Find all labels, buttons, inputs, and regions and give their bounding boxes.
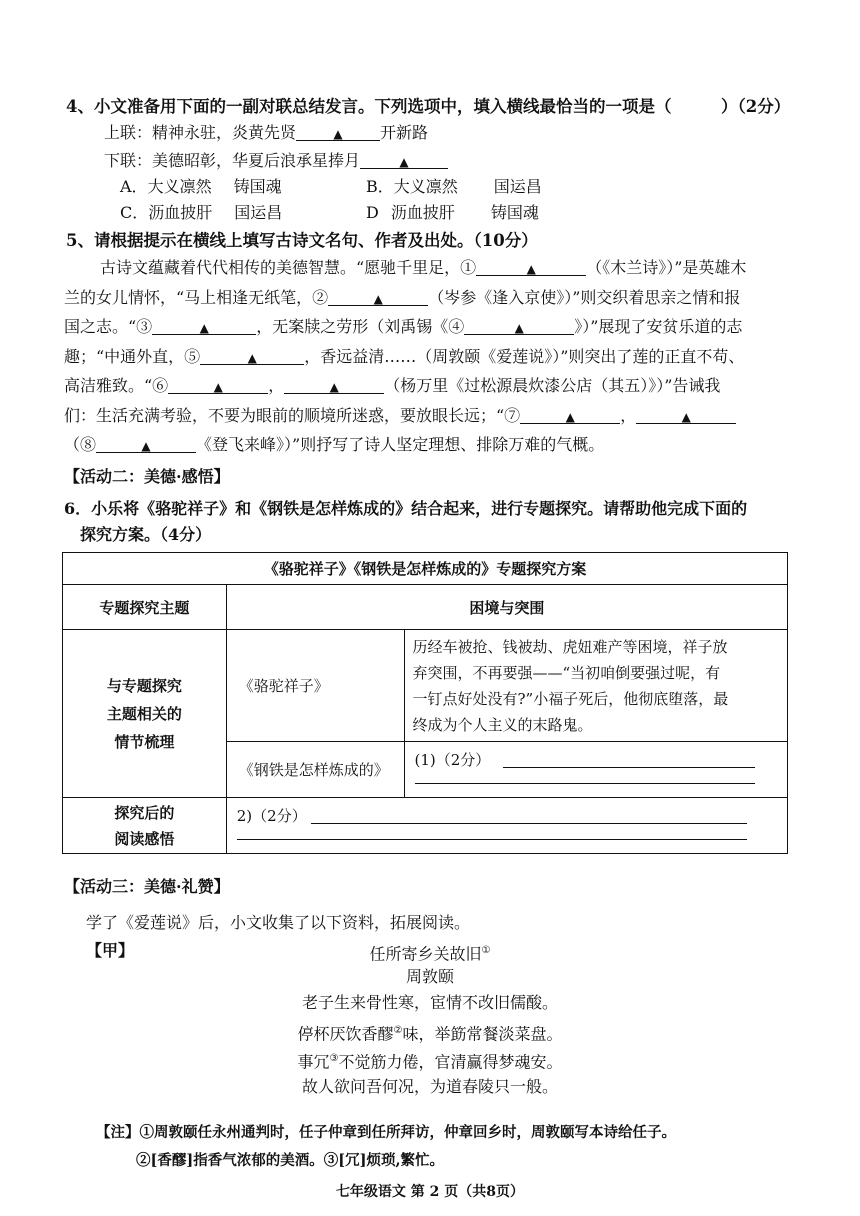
couplet-upper-text-a: 精神永驻，炎黄先贤 bbox=[152, 123, 297, 142]
option-text-b: 国运昌 bbox=[493, 177, 542, 196]
book1-summary bbox=[404, 630, 787, 742]
q5-text: 兰的女儿情怀，“马上相逢无纸笔，② bbox=[64, 288, 329, 307]
q5-text: 国之志。“③ bbox=[64, 317, 153, 336]
q5-line-7 bbox=[64, 434, 604, 456]
q5-line-6 bbox=[64, 405, 736, 427]
blank-mark: ▲ bbox=[565, 410, 575, 424]
blank-mark: ▲ bbox=[213, 380, 223, 394]
poem-line-1: 老子生来骨性寒，宦情不改旧儒酸。 bbox=[301, 993, 558, 1012]
q5-text: （⑧ bbox=[64, 435, 97, 454]
blank-mark: ▲ bbox=[329, 380, 339, 394]
option-label: A． bbox=[120, 177, 148, 196]
blank-7a[interactable] bbox=[520, 405, 620, 424]
poem-line-4: 故人欲问吾何况，为道春陵只一般。 bbox=[301, 1077, 558, 1096]
blank-8[interactable] bbox=[96, 434, 196, 453]
q5-line-4 bbox=[64, 346, 744, 368]
section-jia-label: 【甲】 bbox=[86, 941, 135, 960]
insight-label bbox=[63, 798, 227, 854]
theme-label: 专题探究主题 bbox=[63, 585, 227, 630]
q5-text: 《登飞来峰》）”则抒写了诗人坚定理想、排除万难的气概。 bbox=[196, 435, 605, 454]
book2-answer[interactable] bbox=[404, 742, 787, 798]
couplet-upper bbox=[104, 122, 428, 144]
plot-label-line: 与专题探究 bbox=[106, 676, 182, 695]
poem-title bbox=[0, 940, 860, 965]
couplet-upper-blank[interactable] bbox=[296, 122, 380, 141]
blank-6b[interactable] bbox=[284, 375, 384, 394]
footnote-mark: ① bbox=[481, 945, 491, 956]
couplet-upper-label: 上联： bbox=[104, 123, 153, 142]
insight-prompt: 2)（2分） bbox=[236, 806, 307, 825]
blank-5[interactable] bbox=[200, 346, 304, 365]
insight-label-line: 探究后的 bbox=[114, 803, 175, 822]
option-label: B． bbox=[366, 177, 394, 196]
answer-line[interactable] bbox=[503, 767, 755, 768]
blank-6a[interactable] bbox=[168, 375, 268, 394]
q5-text: ， bbox=[268, 376, 285, 395]
q4-option-c[interactable] bbox=[120, 202, 282, 224]
blank-mark: ▲ bbox=[514, 321, 524, 335]
answer-line[interactable] bbox=[237, 839, 747, 840]
footnote-mark: ③ bbox=[329, 1053, 339, 1064]
option-label: C． bbox=[120, 203, 149, 222]
option-text-a: 沥血披肝 bbox=[390, 203, 455, 222]
blank-mark: ▲ bbox=[373, 292, 383, 306]
option-text-a: 大义凛然 bbox=[147, 177, 212, 196]
plot-label-line: 情节梳理 bbox=[114, 732, 175, 751]
blank-mark: ▲ bbox=[526, 262, 536, 276]
footnote-mark: ② bbox=[393, 1025, 403, 1036]
couplet-lower bbox=[104, 150, 448, 172]
book1-title: 《骆驼祥子》 bbox=[226, 630, 404, 742]
book1-summary-line: 弃突围，不再要强——“当初咱倒要强过呢，有 bbox=[412, 663, 721, 682]
blank-mark: ▲ bbox=[399, 155, 409, 169]
table-title: 《骆驼祥子》《钢铁是怎样炼成的》专题探究方案 bbox=[63, 553, 788, 585]
book2-title: 《钢铁是怎样炼成的》 bbox=[226, 742, 404, 798]
q5-text: 们：生活充满考验，不要为眼前的顺境所迷惑，要放眼长远；“⑦ bbox=[64, 406, 521, 425]
insight-answer[interactable] bbox=[226, 798, 787, 854]
couplet-lower-label: 下联： bbox=[104, 151, 153, 170]
q5-text: ，香远益清……（周敦颐《爱莲说》）”则突出了莲的正直不苟、 bbox=[304, 347, 745, 366]
couplet-lower-text-a: 美德昭彰，华夏后浪承星捧月 bbox=[152, 151, 361, 170]
poem-author: 周敦颐 bbox=[405, 967, 454, 986]
q5-line-5 bbox=[64, 375, 720, 397]
couplet-upper-text-b: 开新路 bbox=[380, 123, 429, 142]
q5-line-1 bbox=[100, 257, 746, 279]
poem-line-3 bbox=[0, 1048, 860, 1073]
blank-mark: ▲ bbox=[199, 321, 209, 335]
book2-prompt: (1)（2分） bbox=[414, 750, 491, 769]
blank-3[interactable] bbox=[152, 316, 256, 335]
poem-title-text: 任所寄乡关故旧 bbox=[369, 944, 482, 964]
poem-line-2 bbox=[0, 1020, 860, 1045]
blank-mark: ▲ bbox=[141, 439, 151, 453]
blank-2[interactable] bbox=[328, 287, 428, 306]
insight-label-line: 阅读感悟 bbox=[114, 829, 175, 848]
q5-text: （杨万里《过松源晨炊漆公店（其五）》）”告诫我 bbox=[384, 376, 721, 395]
q4-option-b[interactable] bbox=[366, 176, 542, 198]
option-text-a: 大义凛然 bbox=[393, 177, 458, 196]
q6-stem-2: 探究方案。（4分） bbox=[80, 525, 212, 544]
activity-3-heading: 【活动三：美德·礼赞】 bbox=[64, 877, 230, 896]
blank-7b[interactable] bbox=[636, 405, 736, 424]
q5-text: 趣；“中通外直，⑤ bbox=[64, 347, 201, 366]
couplet-lower-blank[interactable] bbox=[360, 150, 448, 169]
q5-text: 》）”展现了安贫乐道的志 bbox=[574, 317, 743, 336]
option-text-a: 沥血披肝 bbox=[148, 203, 213, 222]
blank-1[interactable] bbox=[476, 257, 586, 276]
q5-text: （《木兰诗》）”是英雄木 bbox=[586, 258, 747, 277]
q5-stem: 5、请根据提示在横线上填写古诗文名句、作者及出处。（10分） bbox=[66, 231, 538, 250]
theme-value: 困境与突围 bbox=[226, 585, 787, 630]
poem-text: 味，举筯常餐淡菜盘。 bbox=[402, 1024, 563, 1044]
activity-2-heading: 【活动二：美德·感悟】 bbox=[64, 467, 230, 486]
blank-mark: ▲ bbox=[247, 351, 257, 365]
q4-option-a[interactable] bbox=[120, 176, 282, 198]
plot-label-line: 主题相关的 bbox=[106, 704, 182, 723]
q5-text: （岑参《逢入京使》）”则交织着思亲之情和报 bbox=[428, 288, 741, 307]
poem-text: 事冗 bbox=[297, 1052, 330, 1072]
note-line-2: ②[香醪]指香气浓郁的美酒。③[冗]烦琐,繁忙。 bbox=[136, 1152, 444, 1169]
inquiry-plan-table bbox=[62, 552, 788, 854]
page-footer: 七年级语文 第 2 页（共8页） bbox=[335, 1184, 525, 1200]
q6-stem-1: 6．小乐将《骆驼祥子》和《钢铁是怎样炼成的》结合起来，进行专题探究。请帮助他完成下面的 bbox=[64, 499, 748, 518]
q4-stem: 4、小文准备用下面的一副对联总结发言。下列选项中，填入横线最恰当的一项是（ ）（2分） bbox=[66, 97, 791, 116]
q5-line-3 bbox=[64, 316, 742, 338]
poem-text: 停杯厌饮香醪 bbox=[297, 1024, 394, 1044]
poem-text: 不觉筋力倦，官清赢得梦魂安。 bbox=[338, 1052, 563, 1072]
answer-line[interactable] bbox=[415, 783, 755, 784]
q5-text: ， bbox=[620, 406, 637, 425]
blank-mark: ▲ bbox=[681, 410, 691, 424]
q5-text: 高洁雅致。“⑥ bbox=[64, 376, 169, 395]
blank-4[interactable] bbox=[464, 316, 574, 335]
q5-text: ，无案牍之劳形（刘禹锡《④ bbox=[256, 317, 465, 336]
answer-line[interactable] bbox=[311, 823, 747, 824]
book1-summary-line: 一钉点好处没有?”小福子死后，他彻底堕落，最 bbox=[412, 689, 729, 708]
plot-label bbox=[63, 630, 227, 798]
book1-summary-line: 历经车被抢、钱被劫、虎妞难产等困境，祥子放 bbox=[412, 637, 728, 656]
q4-option-d[interactable] bbox=[366, 202, 539, 224]
option-text-b: 铸国魂 bbox=[490, 203, 539, 222]
q5-text: 古诗文蕴藏着代代相传的美德智慧。“愿驰千里足，① bbox=[100, 258, 477, 277]
book1-summary-line: 终成为个人主义的末路鬼。 bbox=[412, 715, 593, 734]
note-line-1: 【注】①周敦颐任永州通判时，任子仲章到任所拜访，仲章回乡时，周敦颐写本诗给任子。 bbox=[96, 1124, 676, 1141]
blank-mark: ▲ bbox=[333, 127, 343, 141]
option-text-b: 铸国魂 bbox=[233, 177, 282, 196]
reading-intro: 学了《爱莲说》后，小文收集了以下资料，拓展阅读。 bbox=[86, 913, 471, 932]
option-label: D bbox=[366, 203, 379, 222]
q5-line-2 bbox=[64, 287, 740, 309]
option-text-b: 国运昌 bbox=[234, 203, 283, 222]
